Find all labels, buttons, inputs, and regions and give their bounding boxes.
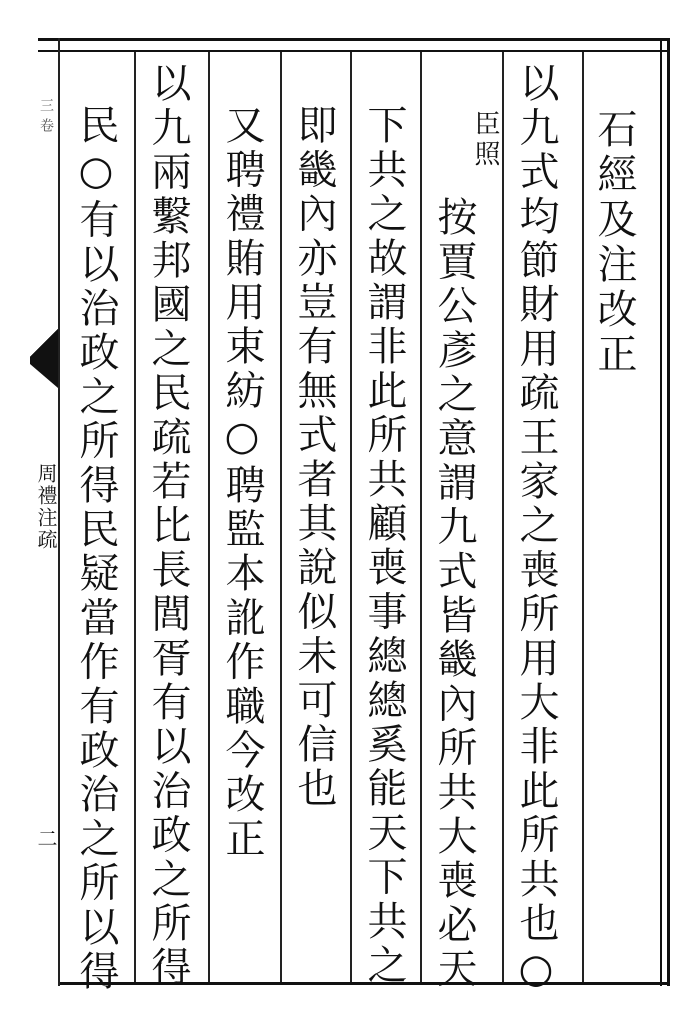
text-column: 下共之故謂非此所共顧喪事總總奚能天下共之 [361,104,407,988]
column-rule [502,52,504,982]
right-frame-border [660,38,670,986]
gutter-book-title: 周禮注疏 [34,463,58,551]
text-column: 又聘禮賄用束紡○聘監本訛作職今改正 [219,104,265,862]
fishtail-mark [30,308,58,388]
column-rule [208,52,210,982]
text-column: 即畿內亦豈有無式者其說似未可信也 [291,104,337,812]
gutter-rule [58,38,60,986]
column-rule [582,52,584,982]
gutter-top-mark: 三卷 [38,98,54,138]
text-column: 以九式均節財用疏王家之喪所用大非此所共也○ [513,62,559,997]
column-rule [350,52,352,982]
gutter-page-number: 二 [34,828,58,848]
section-title: 石經及注改正 [591,108,637,378]
column-rule [420,52,422,982]
top-frame-border [38,38,670,52]
column-rule [134,52,136,982]
text-column: 以九兩繫邦國之民疏若比長閭胥有以治政之所得 [145,62,191,991]
page-gutter [0,38,62,986]
text-column: 民○有以治政之所得民疑當作有政治之所以得 [73,104,119,994]
column-rule [280,52,282,982]
text-column: 按賈公彥之意謂九式皆畿內所共大喪必天 [431,196,477,992]
minister-label: 臣照 [470,110,500,170]
